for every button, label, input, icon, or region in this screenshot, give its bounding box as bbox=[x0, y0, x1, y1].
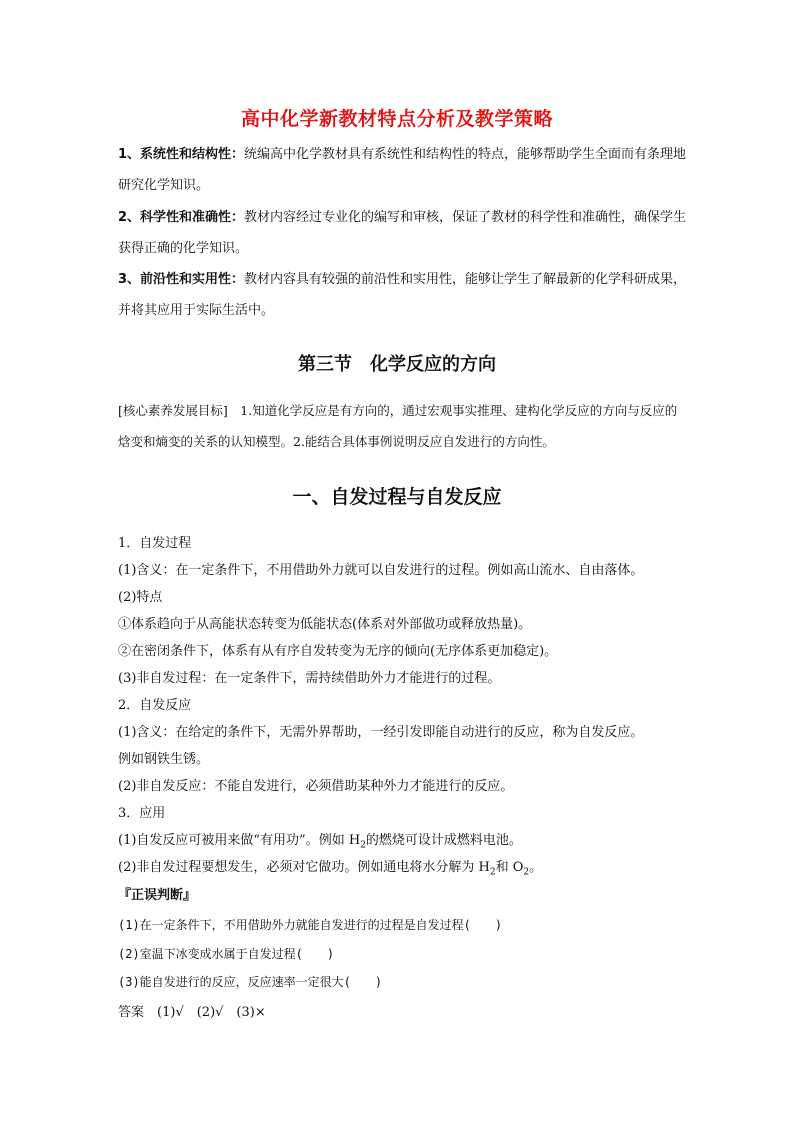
feature-text-1: 统编高中化学教材具有系统性和结构性的特点，能够帮助学生全面而有条理地研究化学知识。 bbox=[118, 147, 687, 193]
content-line: (3)非自发过程：在一定条件下，需持续借助外力才能进行的过程。 bbox=[118, 671, 501, 686]
content-line: 例如钢铁生锈。 bbox=[118, 752, 210, 767]
content-line: ②在密闭条件下，体系有从有序自发转变为无序的倾向(无序体系更加稳定)。 bbox=[118, 644, 558, 659]
content-line: 3．应用 bbox=[118, 806, 166, 821]
judge-item: (2)室温下冰变成水属于自发过程( ) bbox=[118, 947, 335, 961]
content-line: 2．自发反应 bbox=[118, 698, 192, 713]
judge-heading: 『正误判断』 bbox=[118, 888, 197, 903]
feature-paragraph-3 bbox=[118, 264, 688, 326]
subscript: 2 bbox=[360, 840, 366, 851]
subscript: 2 bbox=[523, 867, 530, 878]
content-line: ①体系趋向于从高能状态转变为低能状态(体系对外部做功或释放热量)。 bbox=[118, 617, 532, 632]
feature-text-2: 教材内容经过专业化的编写和审核，保证了教材的科学性和准确性，确保学生获得正确的化学知识。 bbox=[118, 210, 687, 256]
feature-text-3: 教材内容具有较强的前沿性和实用性，能够让学生了解最新的化学科研成果，并将其应用于实际生活中。 bbox=[118, 272, 687, 318]
section-title: 第三节 化学反应的方向 bbox=[298, 354, 496, 375]
core-goal-text: 1.知道化学反应是有方向的，通过宏观事实推理、建构化学反应的方向与反应的焓变和熵变的关系的认知模型。2.能结合具体事例说明反应自发进行的方向性。 bbox=[118, 403, 678, 449]
application-text: (1)自发反应可被用来做“有用功”。例如 H bbox=[118, 833, 361, 848]
judge-item: (3)能自发进行的反应，反应速率一定很大( ) bbox=[118, 975, 383, 989]
judge-item: (1)在一定条件下，不用借助外力就能自发进行的过程是自发过程( ) bbox=[118, 918, 503, 932]
application-line-2 bbox=[118, 856, 698, 878]
subscript: 2 bbox=[489, 867, 496, 878]
content-line: (2)特点 bbox=[118, 590, 163, 605]
feature-paragraph-1 bbox=[118, 139, 688, 201]
content-line: (1)含义：在一定条件下，不用借助外力就可以自发进行的过程。例如高山流水、自由落体。 bbox=[118, 563, 644, 578]
feature-paragraph-2 bbox=[118, 202, 688, 264]
application-text: (2)非自发过程要想发生，必须对它做功。例如通电将水分解为 H bbox=[118, 860, 490, 875]
application-text: 和 O bbox=[495, 860, 524, 875]
core-goal-paragraph bbox=[118, 395, 688, 457]
part-title: 一、自发过程与自发反应 bbox=[292, 486, 502, 508]
content-line: (1)含义：在给定的条件下，无需外界帮助，一经引发即能自动进行的反应，称为自发反应。 bbox=[118, 725, 644, 740]
answer-values: (1)√ (2)√ (3)× bbox=[157, 1005, 266, 1020]
application-text: 的燃烧可设计成燃料电池。 bbox=[365, 833, 522, 848]
answer-label: 答案 bbox=[118, 1005, 145, 1020]
page-title: 高中化学新教材特点分析及教学策略 bbox=[240, 108, 553, 130]
answer-line bbox=[118, 1001, 698, 1020]
feature-label-3: 3、前沿性和实用性： bbox=[118, 272, 245, 287]
content-line: 1．自发过程 bbox=[118, 536, 192, 551]
application-line-1 bbox=[118, 829, 698, 851]
content-line: (2)非自发反应：不能自发进行，必须借助某种外力才能进行的反应。 bbox=[118, 779, 514, 794]
feature-label-1: 1、系统性和结构性： bbox=[118, 147, 245, 162]
feature-label-2: 2、科学性和准确性： bbox=[118, 210, 245, 225]
application-text: 。 bbox=[529, 860, 543, 875]
core-goal-label: [核心素养发展目标] bbox=[118, 403, 228, 418]
